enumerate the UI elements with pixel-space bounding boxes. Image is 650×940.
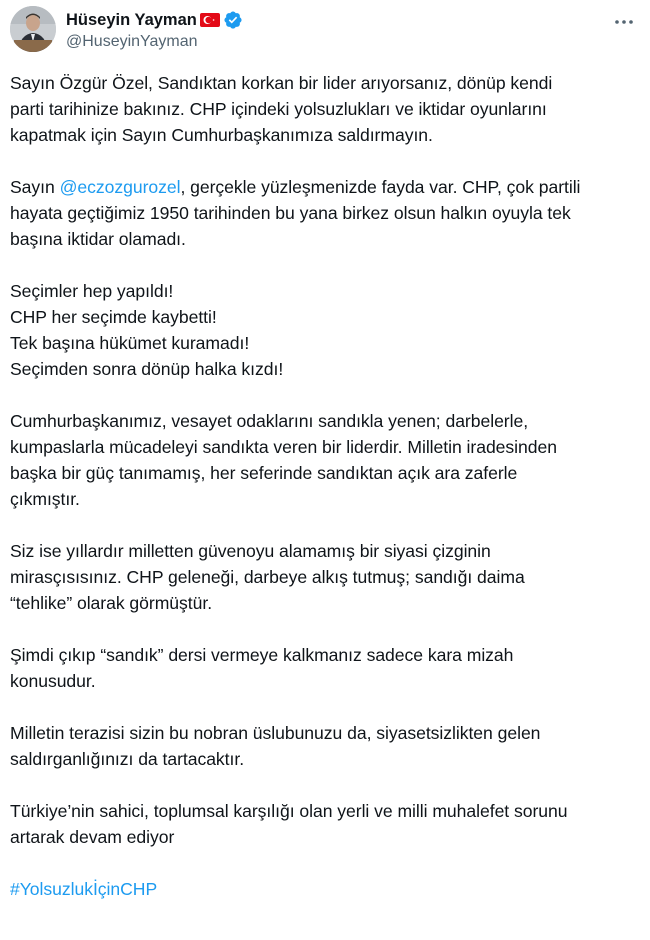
paragraph-1 [10,70,638,148]
text-line: mirasçısısınız. CHP geleneği, darbeye alkış tutmuş; sandığı daima [10,567,525,587]
mention-link[interactable]: @eczozgurozel [59,177,181,197]
paragraph-7 [10,720,638,772]
text-line: CHP her seçimde kaybetti! [10,307,217,327]
text-line: artarak devam ediyor [10,827,175,847]
text-line: kapatmak için Sayın Cumhurbaşkanımıza saldırmayın. [10,125,433,145]
text-line: kumpaslarla mücadeleyi sandıkta veren bir liderdir. Milletin iradesinden [10,437,557,457]
text-line: Seçimden sonra dönüp halka kızdı! [10,359,284,379]
text-line: konusudur. [10,671,96,691]
text-line: Cumhurbaşkanımız, vesayet odaklarını sandıkla yenen; darbelerle, [10,411,529,431]
paragraph-2 [10,174,638,252]
paragraph-5 [10,538,638,616]
paragraph-3 [10,278,638,382]
text-line: başına iktidar olamadı. [10,229,186,249]
turkey-flag-icon [199,12,221,28]
avatar[interactable] [10,6,56,52]
text-fragment: , gerçekle yüzleşmenizde fayda var. CHP, çok partili [180,177,581,197]
text-line: “tehlike” olarak görmüştür. [10,593,213,613]
author-names [66,9,243,51]
text-line: parti tarihinize bakınız. CHP içindeki yolsuzlukları ve iktidar oyunlarını [10,99,547,119]
text-line: başka bir güç tanımamış, her seferinde sandıktan açık ara zaferle [10,463,518,483]
text-line: Şimdi çıkıp “sandık” dersi vermeye kalkmanız sadece kara mizah [10,645,514,665]
author-display-name[interactable]: Hüseyin Yayman [66,10,197,29]
more-options-icon [614,19,634,25]
author-handle[interactable]: @HuseyinYayman [66,33,198,50]
tweet-text [10,70,638,902]
paragraph-8 [10,798,638,850]
hashtag-link[interactable]: #YolsuzlukİçinCHP [10,879,158,899]
text-line: Sayın Özgür Özel, Sandıktan korkan bir lider arıyorsanız, dönüp kendi [10,73,553,93]
avatar-image [10,6,56,52]
verified-badge-icon [223,10,243,30]
more-options-button[interactable] [612,12,636,32]
text-line: Türkiye’nin sahici, toplumsal karşılığı olan yerli ve milli muhalefet sorunu [10,801,568,821]
text-line: çıkmıştır. [10,489,80,509]
text-line: hayata geçtiğimiz 1950 tarihinden bu yana birkez olsun halkın oyuyla tek [10,203,571,223]
paragraph-4 [10,408,638,512]
text-line: Tek başına hükümet kuramadı! [10,333,250,353]
text-fragment: Sayın [10,177,60,197]
text-line: Seçimler hep yapıldı! [10,281,174,301]
paragraph-hashtag [10,876,638,902]
text-line: Siz ise yıllardır milletten güvenoyu alamamış bir siyasi çizginin [10,541,491,561]
text-line: saldırganlığınızı da tartacaktır. [10,749,245,769]
text-line [10,174,638,200]
tweet-header [10,6,640,56]
text-line: Milletin terazisi sizin bu nobran üslubunuzu da, siyasetsizlikten gelen [10,723,541,743]
paragraph-6 [10,642,638,694]
